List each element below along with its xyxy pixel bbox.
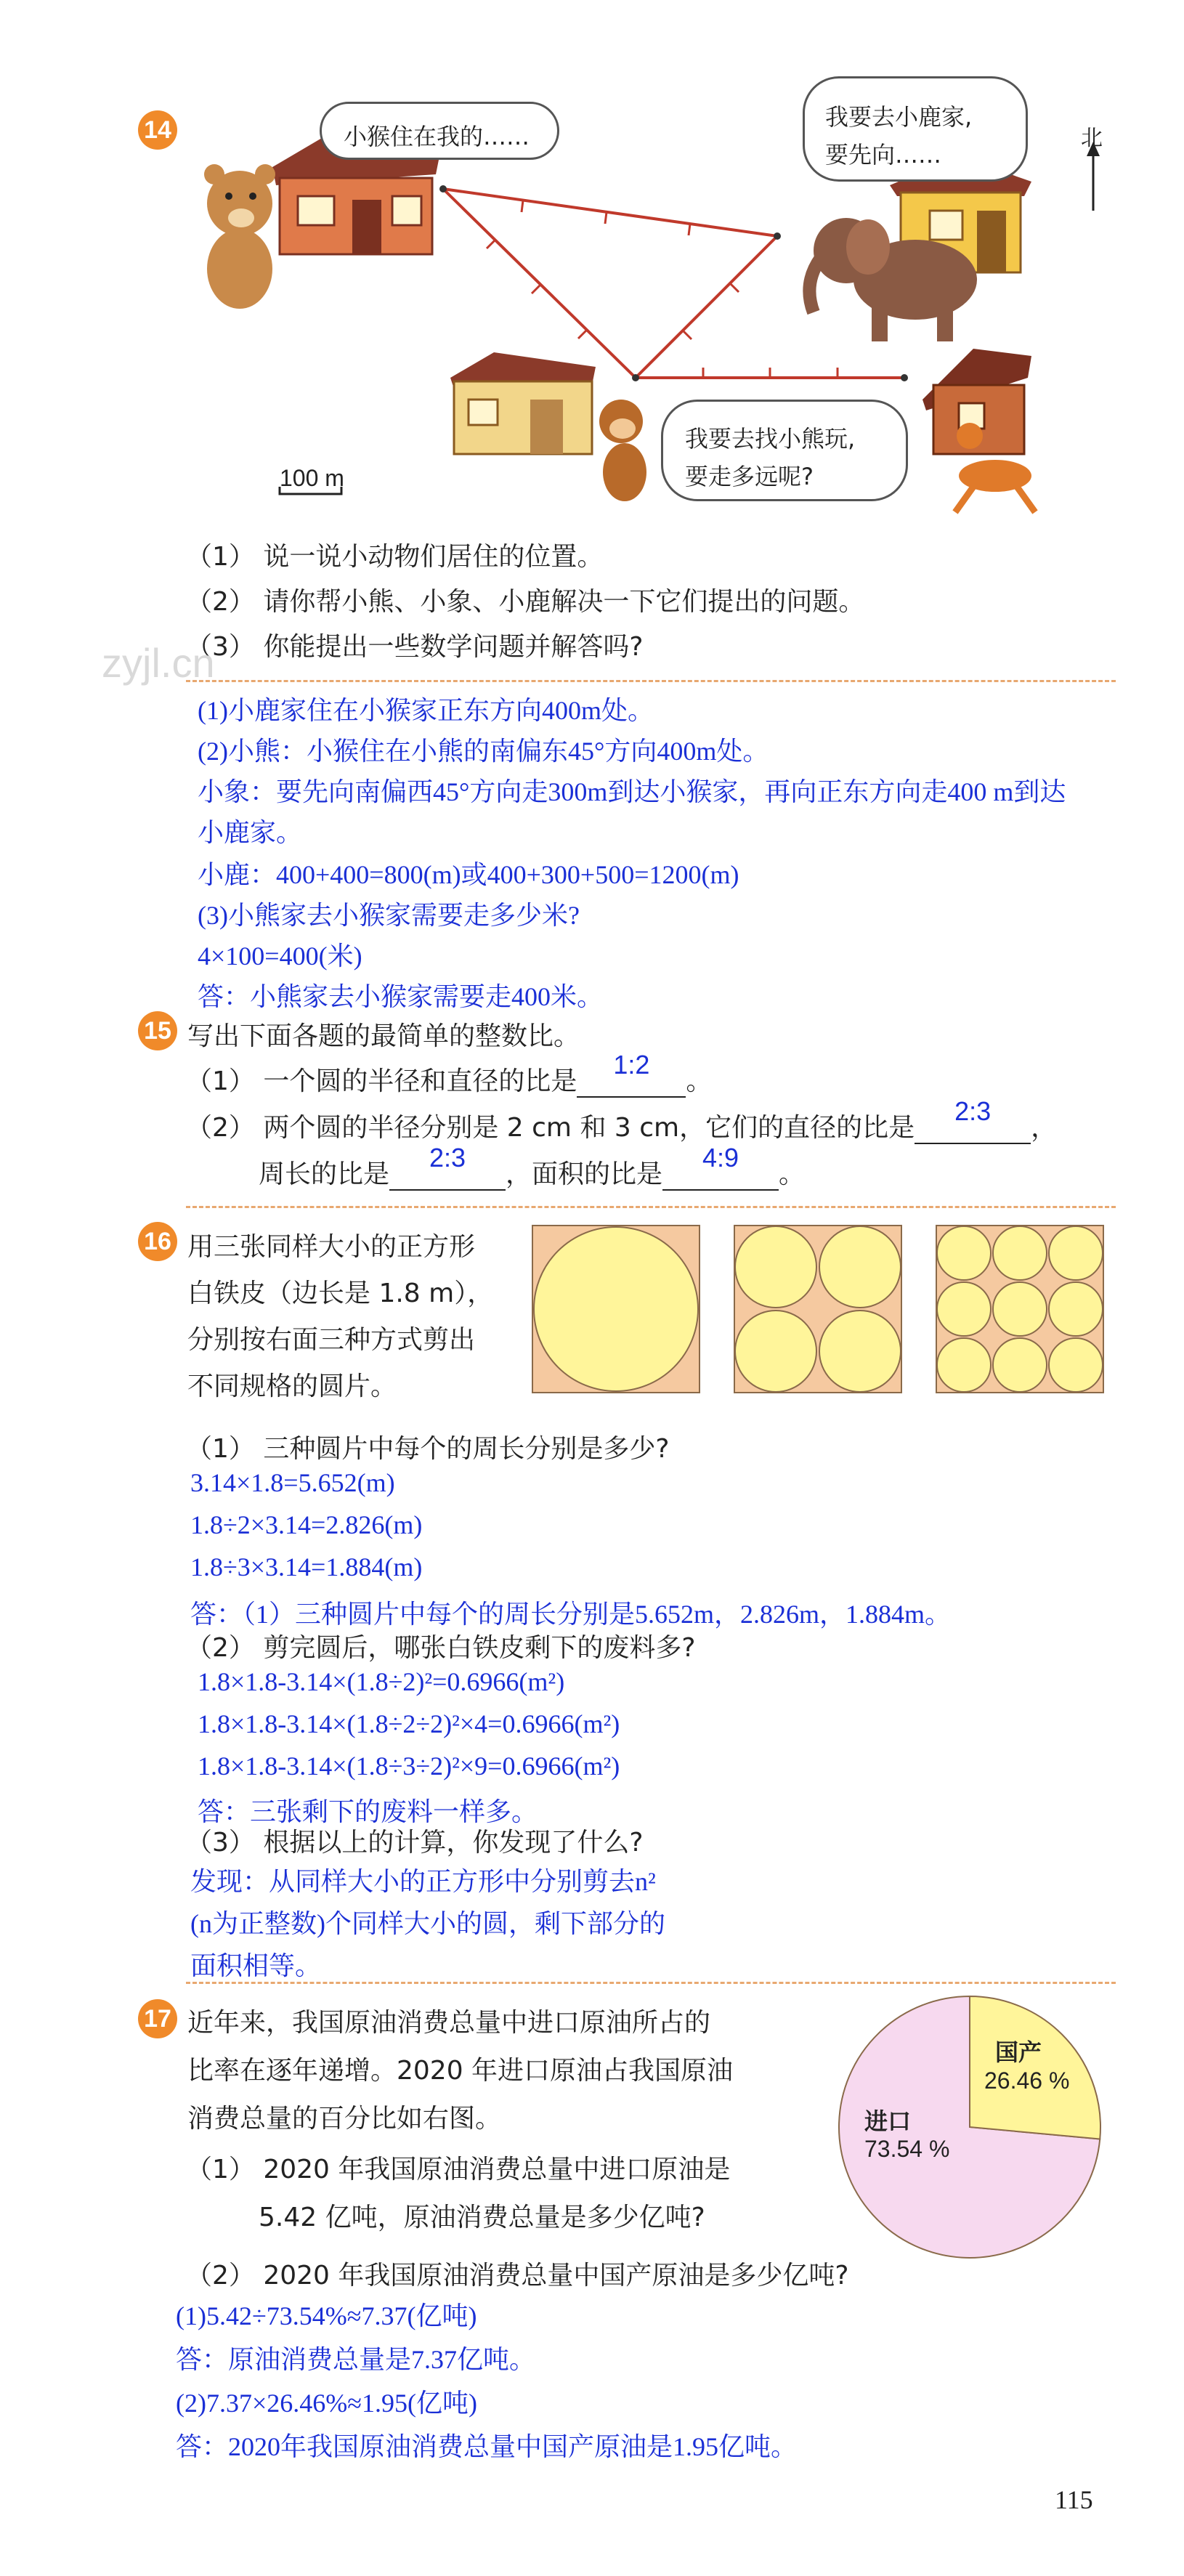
q16-stem-3: 分别按右面三种方式剪出 [187, 1325, 476, 1355]
circle-cutting-figures [529, 1222, 1117, 1396]
q17-answer-4: 答：2020年我国原油消费总量中国产原油是1.95亿吨。 [176, 2432, 798, 2461]
q16-stem-2: 白铁皮（边长是 1.8 m）， [187, 1279, 494, 1308]
pie-chart [817, 1982, 1122, 2272]
bear-speech-text: 小猴住在我的…… [344, 123, 530, 150]
pie-domestic-label: 国产 [995, 2038, 1042, 2066]
q15-blank-3-answer: 2:3 [429, 1143, 466, 1172]
q16-answer-3-2: (n为正整数)个同样大小的圆，剩下部分的 [190, 1909, 665, 1938]
monkey-icon [599, 400, 646, 501]
q14-answer-3: 小象：要先向南偏西45°方向走300m到达小猴家，再向正东方向走400 m到达 [198, 777, 1066, 806]
q16-answer-3-3: 面积相等。 [190, 1951, 322, 1980]
square-one-circle [532, 1226, 700, 1393]
q16-answer-2-4: 答：三张剩下的废料一样多。 [198, 1797, 538, 1826]
q16-answer-1-2: 1.8÷2×3.14=2.826(m) [190, 1510, 423, 1539]
q17-answer-2: 答：原油消费总量是7.37亿吨。 [176, 2345, 536, 2374]
monkey-house [450, 352, 596, 454]
question-number-14: 14 [138, 110, 177, 150]
pie-import-value: 73.54 % [864, 2136, 950, 2162]
q15-line-3 [259, 1143, 806, 1191]
q17-sub-1-line-2: 5.42 亿吨，原油消费总量是多少亿吨? [259, 2203, 705, 2232]
route-lines [443, 189, 904, 378]
q16-sub-3: （3） 根据以上的计算，你发现了什么? [186, 1828, 644, 1858]
q14-sub-2: （2） 请你帮小熊、小象、小鹿解决一下它们提出的问题。 [186, 587, 865, 617]
q14-answer-4: 小鹿家。 [198, 818, 303, 847]
q15-line-2 [186, 1096, 1058, 1144]
q17-sub-1-line-1: （1） 2020 年我国原油消费总量中进口原油是 [186, 2155, 731, 2184]
elephant-speech-line-1: 我要去小鹿家, [825, 103, 973, 131]
q15-line-3-suffix: 。 [779, 1159, 806, 1189]
q17-stem-3: 消费总量的百分比如右图。 [187, 2104, 502, 2134]
pie-domestic-value: 26.46 % [984, 2067, 1070, 2094]
deer-speech-line-2: 要走多远呢? [685, 463, 814, 490]
q17-sub-2: （2） 2020 年我国原油消费总量中国产原油是多少亿吨? [186, 2261, 849, 2291]
north-label: 北 [1081, 126, 1103, 151]
q14-sub-1: （1） 说一说小动物们居住的位置。 [186, 542, 604, 572]
square-four-circles [734, 1226, 901, 1393]
q14-answer-1: (1)小鹿家住在小猴家正东方向400m处。 [198, 696, 654, 725]
q16-answer-2-2: 1.8×1.8-3.14×(1.8÷2÷2)²×4=0.6966(m²) [198, 1709, 620, 1738]
q15-blank-4-answer: 4:9 [702, 1143, 739, 1172]
q15-blank-4 [662, 1143, 779, 1191]
q15-blank-2 [915, 1096, 1031, 1144]
q15-line-1-prefix: （1） 一个圆的半径和直径的比是 [186, 1066, 577, 1096]
q16-stem-4: 不同规格的圆片。 [187, 1372, 397, 1401]
q14-answer-7: 4×100=400(米) [198, 941, 362, 971]
q17-answer-1: (1)5.42÷73.54%≈7.37(亿吨) [176, 2301, 477, 2330]
q16-sub-2: （2） 剪完圆后，哪张白铁皮剩下的废料多? [186, 1633, 696, 1663]
q17-stem-2: 比率在逐年递增。2020 年进口原油占我国原油 [187, 2056, 734, 2086]
q15-line-1-suffix: 。 [686, 1066, 713, 1096]
pie-import-label: 进口 [864, 2107, 912, 2135]
elephant-speech-bubble [803, 76, 1028, 182]
divider [186, 680, 1116, 682]
divider [186, 1206, 1116, 1208]
q15-line-3-mid: ，面积的比是 [506, 1159, 663, 1189]
q16-answer-2-3: 1.8×1.8-3.14×(1.8÷3÷2)²×9=0.6966(m²) [198, 1751, 620, 1781]
q17-answer-3: (2)7.37×26.46%≈1.95(亿吨) [176, 2389, 478, 2418]
deer-speech-line-1: 我要去找小熊玩, [685, 425, 856, 453]
q15-line-1 [186, 1050, 713, 1098]
question-number-15: 15 [138, 1011, 177, 1050]
q15-line-2-suffix: ， [1031, 1113, 1058, 1143]
scale-label: 100 m [280, 465, 344, 491]
question-number-17: 17 [138, 1999, 177, 2038]
q15-line-3-prefix: 周长的比是 [259, 1159, 390, 1189]
bear-icon [204, 164, 275, 309]
q14-answer-8: 答：小熊家去小猴家需要走400米。 [198, 982, 604, 1011]
north-arrow-icon [1087, 142, 1100, 211]
deer-speech-bubble [661, 400, 908, 501]
page-number: 115 [1055, 2485, 1093, 2514]
q16-stem-1: 用三张同样大小的正方形 [187, 1232, 476, 1262]
q15-line-2-prefix: （2） 两个圆的半径分别是 2 cm 和 3 cm，它们的直径的比是 [186, 1113, 915, 1143]
q15-stem: 写出下面各题的最简单的整数比。 [187, 1021, 580, 1051]
square-nine-circles [936, 1226, 1103, 1393]
q16-answer-1-1: 3.14×1.8=5.652(m) [190, 1468, 395, 1497]
q14-answer-2: (2)小熊：小猴住在小熊的南偏东45°方向400m处。 [198, 737, 769, 766]
q14-answer-6: (3)小熊家去小猴家需要走多少米? [198, 901, 580, 930]
bear-speech-bubble [320, 102, 559, 160]
q14-sub-3: （3） 你能提出一些数学问题并解答吗? [186, 632, 644, 662]
q15-blank-1-answer: 1:2 [613, 1050, 650, 1080]
q15-blank-2-answer: 2:3 [954, 1096, 992, 1126]
question-number-16: 16 [138, 1222, 177, 1261]
q15-blank-1 [577, 1050, 686, 1098]
q16-answer-3-1: 发现：从同样大小的正方形中分别剪去n² [190, 1867, 656, 1896]
q16-answer-1-3: 1.8÷3×3.14=1.884(m) [190, 1552, 423, 1581]
elephant-speech-line-2: 要先向…… [825, 141, 942, 169]
q17-stem-1: 近年来，我国原油消费总量中进口原油所占的 [187, 2008, 711, 2038]
q16-sub-1: （1） 三种圆片中每个的周长分别是多少? [186, 1434, 670, 1464]
q14-answer-5: 小鹿：400+400=800(m)或400+300+500=1200(m) [198, 860, 739, 889]
q16-answer-2-1: 1.8×1.8-3.14×(1.8÷2)²=0.6966(m²) [198, 1667, 565, 1696]
watermark: zyjl.cn [102, 640, 215, 686]
q15-blank-3 [389, 1143, 506, 1191]
q16-answer-1-4: 答：（1）三种圆片中每个的周长分别是5.652m，2.826m，1.884m。 [190, 1600, 952, 1629]
